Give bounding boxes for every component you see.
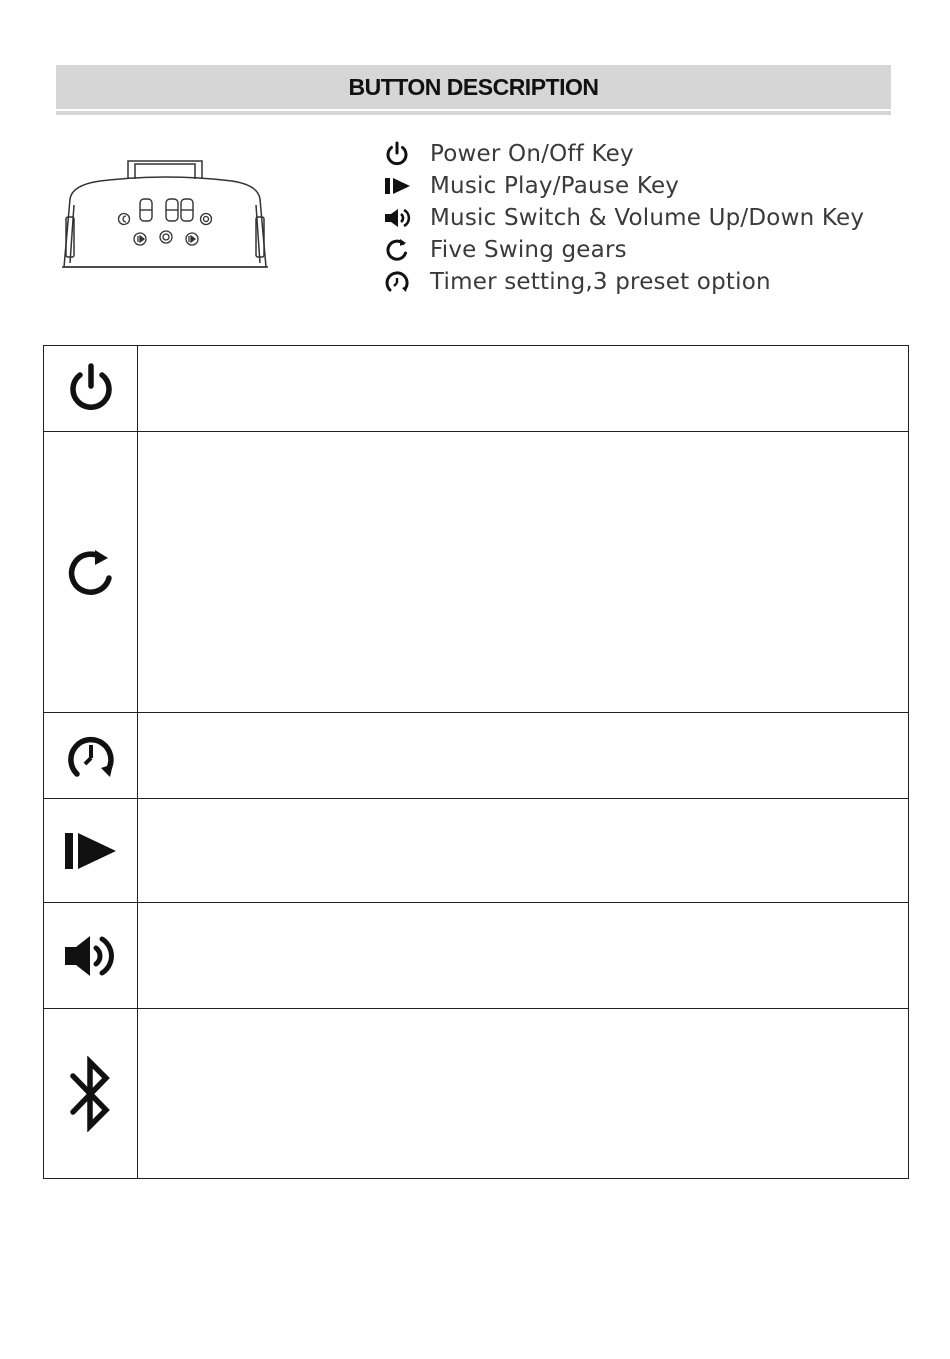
play-pause-icon <box>44 829 137 873</box>
button-legend <box>383 138 903 298</box>
legend-label: Timer setting,3 preset option <box>430 269 771 295</box>
section-title: BUTTON DESCRIPTION <box>348 73 599 100</box>
button-description-table <box>43 345 909 1179</box>
power-icon <box>44 362 137 416</box>
table-row <box>44 1009 909 1179</box>
timer-icon <box>383 268 415 296</box>
icon-cell <box>44 903 138 1009</box>
icon-cell <box>44 432 138 713</box>
bluetooth-icon <box>44 1056 137 1132</box>
description-cell <box>138 799 909 903</box>
icon-cell <box>44 799 138 903</box>
power-icon <box>383 140 415 168</box>
legend-label: Power On/Off Key <box>430 141 634 167</box>
icon-cell <box>44 1009 138 1179</box>
section-header <box>56 65 891 109</box>
table-row <box>44 799 909 903</box>
legend-item <box>383 266 903 298</box>
speaker-icon <box>44 931 137 981</box>
description-cell <box>138 1009 909 1179</box>
description-cell <box>138 432 909 713</box>
description-cell <box>138 903 909 1009</box>
table-row <box>44 903 909 1009</box>
legend-label: Music Play/Pause Key <box>430 173 680 199</box>
swing-icon <box>44 544 137 600</box>
table-row <box>44 432 909 713</box>
header-divider <box>56 111 891 115</box>
description-cell <box>138 713 909 799</box>
speaker-icon <box>383 204 415 232</box>
icon-cell <box>44 713 138 799</box>
legend-label: Music Switch & Volume Up/Down Key <box>430 205 865 231</box>
table-row <box>44 713 909 799</box>
legend-item <box>383 138 903 170</box>
legend-label: Five Swing gears <box>430 237 627 263</box>
device-control-panel-illustration <box>60 155 272 275</box>
legend-item <box>383 202 903 234</box>
description-cell <box>138 346 909 432</box>
table-row <box>44 346 909 432</box>
legend-item <box>383 170 903 202</box>
led-display <box>140 199 193 221</box>
icon-cell <box>44 346 138 432</box>
play-pause-icon <box>383 172 415 200</box>
swing-icon <box>383 236 415 264</box>
legend-item <box>383 234 903 266</box>
timer-icon <box>44 728 137 784</box>
